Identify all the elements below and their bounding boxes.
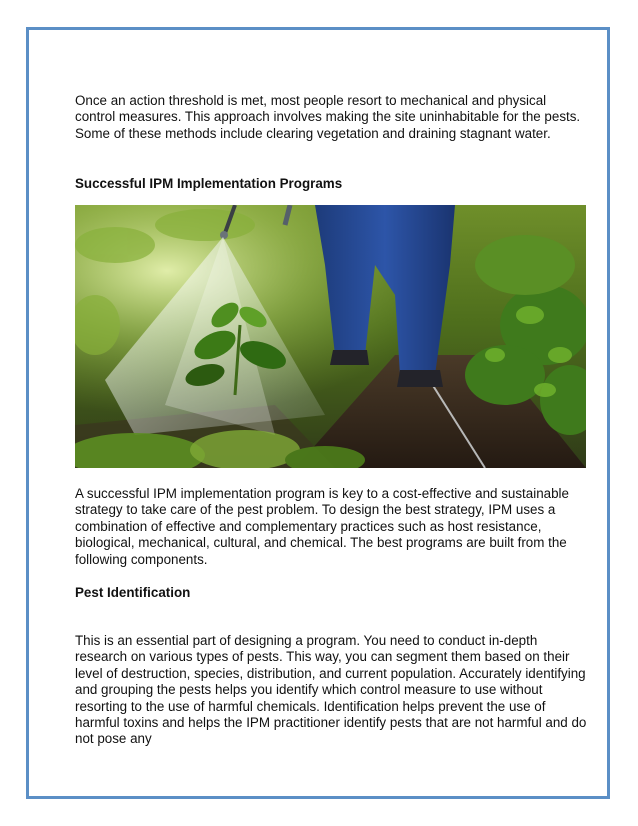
field-spraying-illustration: [75, 205, 586, 468]
identification-paragraph: This is an essential part of designing a program. You need to conduct in-depth research on various types of pests. This way, you can segment them based on their level of destruction, species, distribution, and current population. Accurately identifying and grouping the pests helps you identify which control measure to use without resorting to the use of harmful chemicals. Identification helps prevent the use of harmful toxins and helps the IPM practitioner identify pests that are not harmful and do not pose any: [75, 633, 587, 747]
field-spraying-photo: [75, 205, 586, 468]
programs-heading: Successful IPM Implementation Programs: [75, 176, 343, 191]
identification-heading: Pest Identification: [75, 585, 191, 600]
programs-paragraph: A successful IPM implementation program is key to a cost-effective and sustainable strategy to take care of the pest problem. To design the best strategy, IPM uses a combination of effective and complementary practices such as host resistance, biological, mechanical, cultural, and chemical. The best programs are built from the following components.: [75, 486, 569, 567]
intro-paragraph: Once an action threshold is met, most people resort to mechanical and physical control measures. This approach involves making the site uninhabitable for the pests. Some of these methods include clearing vegetation and draining stagnant water.: [75, 93, 581, 141]
